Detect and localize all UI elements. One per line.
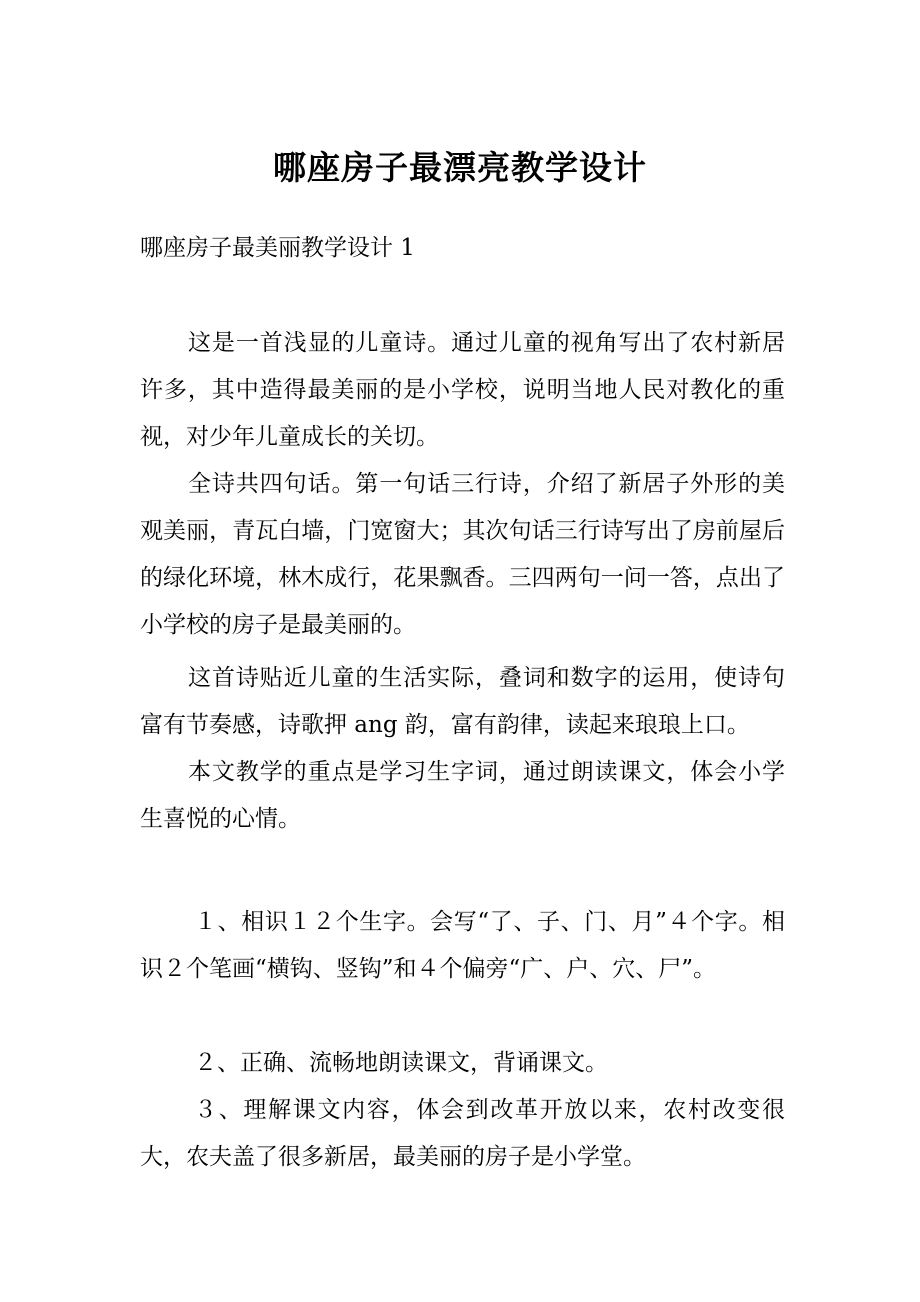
paragraph-structure: 全诗共四句话。第一句话三行诗，介绍了新居子外形的美观美丽，青瓦白墙，门宽窗大；其次句话三行诗写出了房前屋后的绿化环境，林木成行，花果飘香。三四两句一问一答，点出了小学校的房子是最美丽的。	[140, 471, 785, 638]
section-heading: 哪座房子最美丽教学设计 1	[140, 235, 415, 261]
document-title: 哪座房子最漂亮教学设计	[273, 148, 647, 187]
goal-item-3: ３、理解课文内容，体会到改革开放以来，农村改变很大，农夫盖了很多新居，最美丽的房子是小学堂。	[140, 1097, 785, 1170]
paragraph-focus: 本文教学的重点是学习生字词，通过朗读课文，体会小学生喜悦的心情。	[140, 759, 785, 832]
goal-item-2: ２、正确、流畅地朗读课文，背诵课文。	[194, 1050, 608, 1076]
paragraph-intro: 这是一首浅显的儿童诗。通过儿童的视角写出了农村新居许多，其中造得最美丽的是小学校，说明当地人民对教化的重视，对少年儿童成长的关切。	[140, 330, 785, 450]
paragraph-features: 这首诗贴近儿童的生活实际，叠词和数字的运用，使诗句富有节奏感，诗歌押 ang 韵，富有韵律，读起来琅琅上口。	[140, 665, 785, 738]
goal-item-1: １、相识１２个生字。会写“了、子、门、月”４个字。相识２个笔画“横钩、竖钩”和４个偏旁“广、户、穴、尸”。	[140, 909, 785, 982]
